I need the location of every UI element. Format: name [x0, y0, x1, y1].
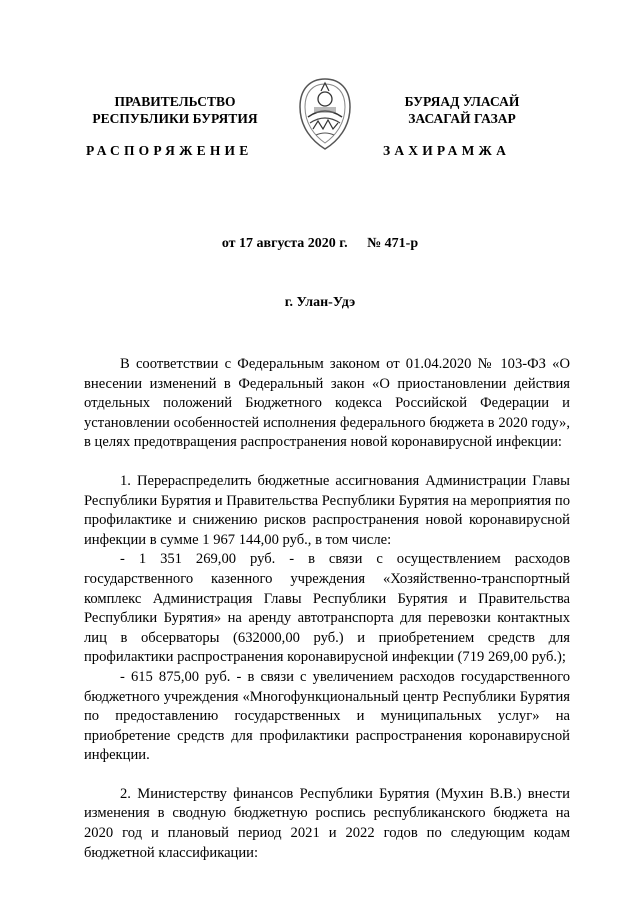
- decree-body: [84, 355, 570, 863]
- decree-type-bur: ЗАХИРАМЖА: [383, 143, 511, 158]
- government-title-line1: ПРАВИТЕЛЬСТВО: [114, 94, 236, 109]
- item-2-paragraph: 2. Министерству финансов Республики Бурятия (Мухин В.В.) внести изменения в сводную бюджетную роспись республиканского бюджета на 2020 год и плановый период 2021 и 2022 годов по следующим кодам бюджетной классификации:: [84, 785, 570, 861]
- government-title-bur-line2: ЗАСАГАЙ ГАЗАР: [408, 111, 516, 126]
- item-1-subitem-b: - 615 875,00 руб. - в связи с увеличением расходов государственного бюджетного учреждения «Многофункциональный центр Республики Бурятия по предоставлению государственных и муниципальных услуг» на приобретение средств для профилактики распространения коронавирусной инфекции.: [84, 668, 570, 764]
- decree-city: г. Улан-Удэ: [284, 295, 356, 310]
- government-title-bur-line1: БУРЯАД УЛАСАЙ: [404, 94, 520, 109]
- item-1-subitem-a: - 1 351 269,00 руб. - в связи с осуществлением расходов государственного казенного учреждения «Хозяйственно-транспортный комплекс Администрация Главы Республики Бурятия и Правительства Республики Бурятия» на аренду автотранспорта для перевозки контактных лиц в обсерваторы (632000,00 руб.) и приобретением средств для профилактики распространения коронавирусной инфекции (719 269,00 руб.);: [84, 551, 570, 666]
- item-1-paragraph: 1. Перераспределить бюджетные ассигнования Администрации Главы Республики Бурятия и Правительства Республики Бурятия на мероприятия по профилактике и снижению рисков распространения новой коронавирусной инфекции в сумме 1 967 144,00 руб., в том числе:: [84, 472, 570, 548]
- decree-dateline: [0, 236, 640, 252]
- decree-date: от 17 августа 2020 г.: [221, 236, 348, 251]
- coat-of-arms-icon: [296, 77, 354, 151]
- decree-number: № 471-р: [367, 236, 419, 251]
- preamble-paragraph: В соответствии с Федеральным законом от 01.04.2020 № 103-ФЗ «О внесении изменений в Федеральный закон «О приостановлении действия отдельных положений Бюджетного кодекса Российской Федерации и установлении особенностей исполнения федерального бюджета в 2020 году», в целях предотвращения распространения новой коронавирусной инфекции:: [84, 356, 570, 451]
- government-title-ru: [70, 93, 280, 127]
- government-title-bur: [372, 93, 552, 127]
- government-title-line2: РЕСПУБЛИКИ БУРЯТИЯ: [92, 111, 258, 126]
- decree-type-ru: РАСПОРЯЖЕНИЕ: [86, 143, 253, 158]
